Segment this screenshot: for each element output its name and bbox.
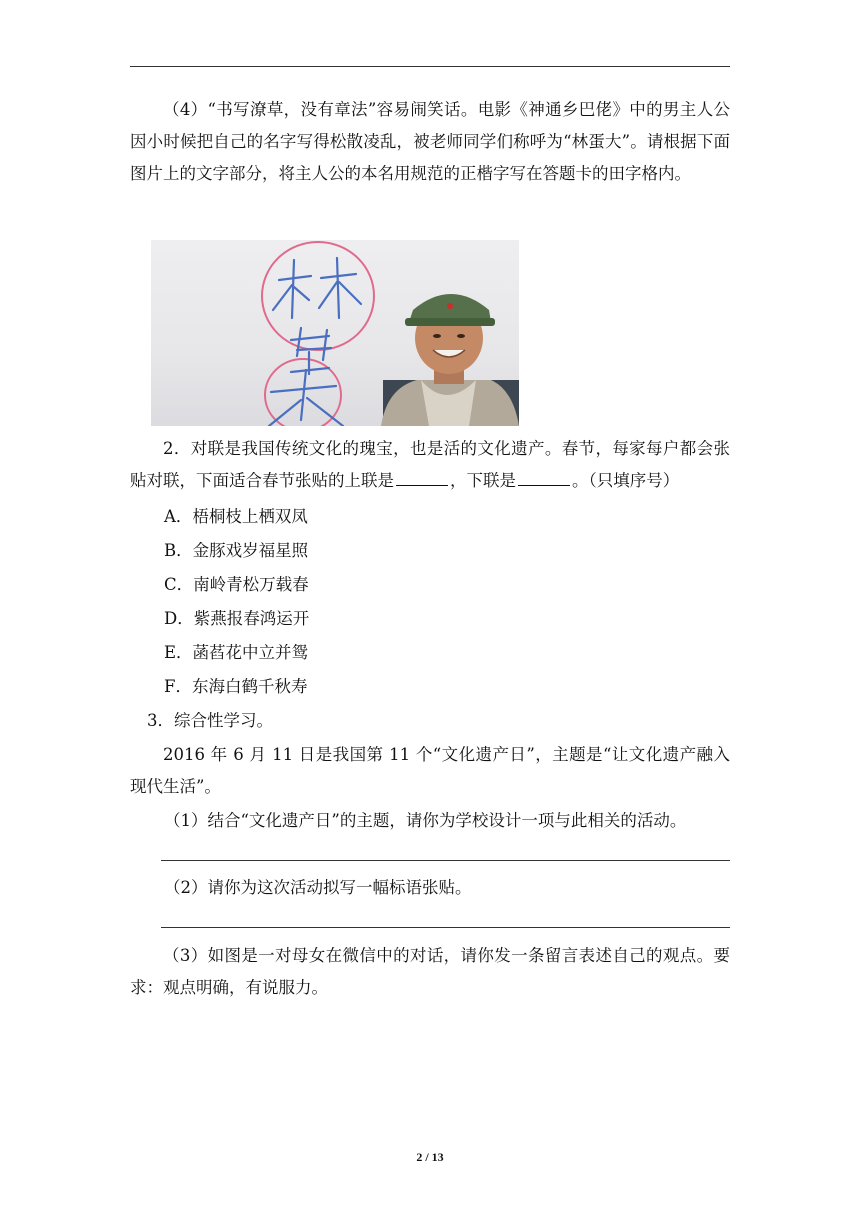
answer-line-2[interactable] xyxy=(161,927,730,928)
movie-still-illustration xyxy=(151,240,519,426)
question-2-middle: ，下联是 xyxy=(450,471,516,490)
question-2 xyxy=(130,433,730,497)
option-a: A．梧桐枝上栖双凤 xyxy=(164,507,308,526)
question-2-suffix: 。（只填序号） xyxy=(572,471,680,490)
upper-couplet-blank[interactable] xyxy=(396,469,448,486)
option-f: F．东海白鹤千秋寿 xyxy=(164,677,308,696)
question-3-2: （2）请你为这次活动拟写一幅标语张贴。 xyxy=(164,878,472,897)
option-b: B．金豚戏岁福星照 xyxy=(164,541,309,560)
movie-still-photo xyxy=(151,240,519,426)
question-2-prefix: 2．对联是我国传统文化的瑰宝，也是活的文化遗产。春节，每家每户都会张贴对联，下面适合春节张贴的上联是 xyxy=(130,439,730,490)
option-c: C．南岭青松万载春 xyxy=(164,575,309,594)
answer-line-1[interactable] xyxy=(161,860,730,861)
question-3-1: （1）结合“文化遗产日”的主题，请你为学校设计一项与此相关的活动。 xyxy=(164,811,687,830)
option-e: E．菡萏花中立并鸳 xyxy=(164,643,309,662)
option-d: D．紫燕报春鸿运开 xyxy=(164,609,310,628)
question-3-3: （3）如图是一对母女在微信中的对话，请你发一条留言表述自己的观点。要求：观点明确，有说服力。 xyxy=(130,946,730,997)
question-3-title: 3．综合性学习。 xyxy=(147,711,273,730)
header-rule xyxy=(130,66,730,67)
page-number: 2 / 13 xyxy=(416,1150,444,1164)
question-1-4: （4）“书写潦草，没有章法”容易闹笑话。电影《神通乡巴佬》中的男主人公因小时候把自己的名字写得松散凌乱，被老师同学们称呼为“林蛋大”。请根据下面图片上的文字部分，将主人公的本名用规范的正楷字写在答题卡的田字格内。 xyxy=(130,100,730,183)
question-3-intro: 2016 年 6 月 11 日是我国第 11 个“文化遗产日”，主题是“让文化遗产融入现代生活”。 xyxy=(130,745,730,796)
lower-couplet-blank[interactable] xyxy=(518,469,570,486)
